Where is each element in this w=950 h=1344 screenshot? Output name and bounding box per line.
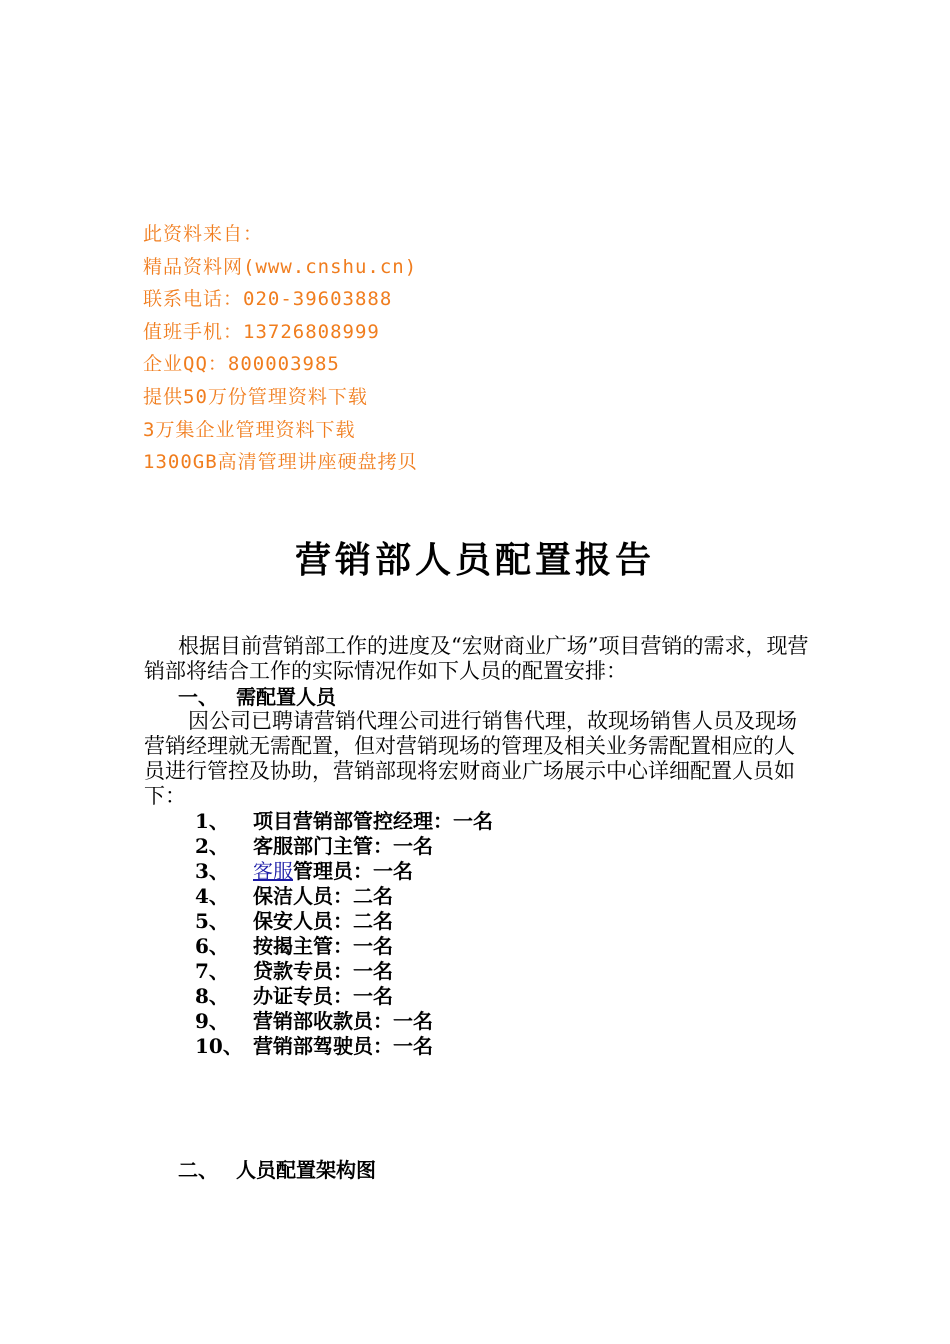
list-item-number: 3、 bbox=[195, 859, 229, 883]
source-line: 精品资料网(www.cnshu.cn) bbox=[143, 255, 418, 278]
list-item-text: 按揭主管：一名 bbox=[253, 934, 393, 958]
list-item-number: 1、 bbox=[195, 809, 229, 833]
list-item-text: 办证专员：一名 bbox=[253, 984, 393, 1008]
list-item-number: 10、 bbox=[195, 1034, 243, 1058]
list-item-number: 8、 bbox=[195, 984, 229, 1008]
staff-list bbox=[195, 809, 493, 1059]
list-item bbox=[195, 934, 493, 959]
document-title: 营销部人员配置报告 bbox=[294, 539, 655, 581]
list-item-text: 贷款专员：一名 bbox=[253, 959, 393, 983]
source-line: 企业QQ：800003985 bbox=[143, 353, 340, 376]
list-item-text: 营销部收款员：一名 bbox=[253, 1009, 433, 1033]
list-item-number: 4、 bbox=[195, 884, 229, 908]
source-line: 联系电话：020-39603888 bbox=[143, 288, 393, 311]
list-item-text: 客服部门主管：一名 bbox=[253, 834, 433, 858]
list-item bbox=[195, 959, 493, 984]
section-title: 需配置人员 bbox=[236, 685, 336, 709]
list-item bbox=[195, 984, 493, 1009]
source-line: 值班手机：13726808999 bbox=[143, 320, 380, 343]
list-item-text: 项目营销部管控经理：一名 bbox=[253, 809, 493, 833]
source-line: 提供50万份管理资料下载 bbox=[143, 385, 368, 408]
list-item-number: 9、 bbox=[195, 1009, 229, 1033]
section-number: 二、 bbox=[178, 1158, 218, 1182]
list-item bbox=[195, 884, 493, 909]
list-item-text: 管理员：一名 bbox=[293, 859, 413, 883]
list-item bbox=[195, 834, 493, 859]
list-item-text: 营销部驾驶员：一名 bbox=[253, 1034, 433, 1058]
section-title: 人员配置架构图 bbox=[236, 1158, 376, 1182]
list-item-number: 7、 bbox=[195, 959, 229, 983]
intro-paragraph: 根据目前营销部工作的进度及“宏财商业广场”项目营销的需求，现营销部将结合工作的实际情况作如下人员的配置安排： bbox=[144, 634, 809, 683]
list-item bbox=[195, 1034, 493, 1059]
list-item-number: 2、 bbox=[195, 834, 229, 858]
list-item-number: 6、 bbox=[195, 934, 229, 958]
list-item bbox=[195, 859, 493, 884]
list-item-number: 5、 bbox=[195, 909, 229, 933]
customer-service-link[interactable]: 客服 bbox=[253, 859, 293, 883]
section-heading-1 bbox=[178, 685, 336, 710]
source-line: 1300GB高清管理讲座硬盘拷贝 bbox=[143, 451, 418, 474]
list-item-text: 保安人员：二名 bbox=[253, 909, 393, 933]
section1-paragraph: 因公司已聘请营销代理公司进行销售代理，故现场销售人员及现场营销经理就无需配置，但对营销现场的管理及相关业务需配置相应的人员进行管控及协助，营销部现将宏财商业广场展示中心详细配置人员如下： bbox=[144, 709, 797, 808]
section-heading-2 bbox=[178, 1158, 376, 1183]
source-line: 3万集企业管理资料下载 bbox=[143, 418, 356, 441]
list-item-text: 保洁人员：二名 bbox=[253, 884, 393, 908]
section-number: 一、 bbox=[178, 685, 218, 709]
list-item bbox=[195, 809, 493, 834]
source-info-block bbox=[143, 218, 418, 479]
source-line: 此资料来自： bbox=[143, 223, 264, 245]
list-item bbox=[195, 909, 493, 934]
list-item bbox=[195, 1009, 493, 1034]
